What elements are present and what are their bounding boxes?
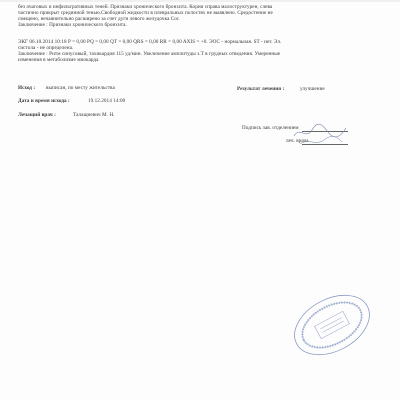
ekg-line-1: ЭКГ 06.10.2014 10:18 P = 0,00 PQ = 0,00 QT = 0,00 QRS = 0,00 RR = 0,00 AXIS = +0. ЭОС - нормальная. ST - нет. Эл. [18, 39, 282, 45]
outcome-label: Исход : [18, 85, 36, 91]
outcome-value: выписан, по месту жительства [46, 85, 115, 91]
body-line-2: частично прикрыт срединной тенью.Свободной жидкости в плевральных полостях не выявлено. Средостение не [18, 10, 273, 16]
treatment-result-label: Результат лечения : [237, 86, 285, 92]
body-line-3: смещено, нечаянительно расширено за счет дуги левого желудочка Cor. [18, 16, 180, 22]
body-line-4: Заключение : Признаки хронического бронхита. [18, 22, 127, 28]
attending-doctor-label: Лечащий врач : [18, 112, 56, 118]
attending-doctor-value: Талащиевич М. Н. [73, 112, 115, 118]
medical-stamp [278, 290, 386, 360]
body-line-1: без очаговых и инфильтративных теней. Признаки хронического бронхита. Корни справа малоструктурен, слева [18, 4, 273, 10]
doctor-signature-label: леч. врача [286, 138, 309, 144]
outcome-datetime-label: Дата и время исхода : [18, 98, 70, 104]
handwritten-signature [290, 118, 350, 148]
treatment-result-value: улучшение [300, 86, 325, 92]
outcome-datetime-value: 19.12.2014 14:00 [88, 98, 126, 104]
head-signature-label: Подпись зав. отделением [242, 125, 299, 131]
ekg-line-4: изменения в метаболизме миокарда [18, 57, 99, 63]
scan-edge [0, 0, 400, 2]
ekg-line-3: Заключение : Ритм синусовый, тахикардия 115 уд/мин. Увеличение амплитуды з.Т в грудных отведения. Умеренные [18, 51, 281, 57]
ekg-line-2: систола - не определена. [18, 45, 74, 51]
